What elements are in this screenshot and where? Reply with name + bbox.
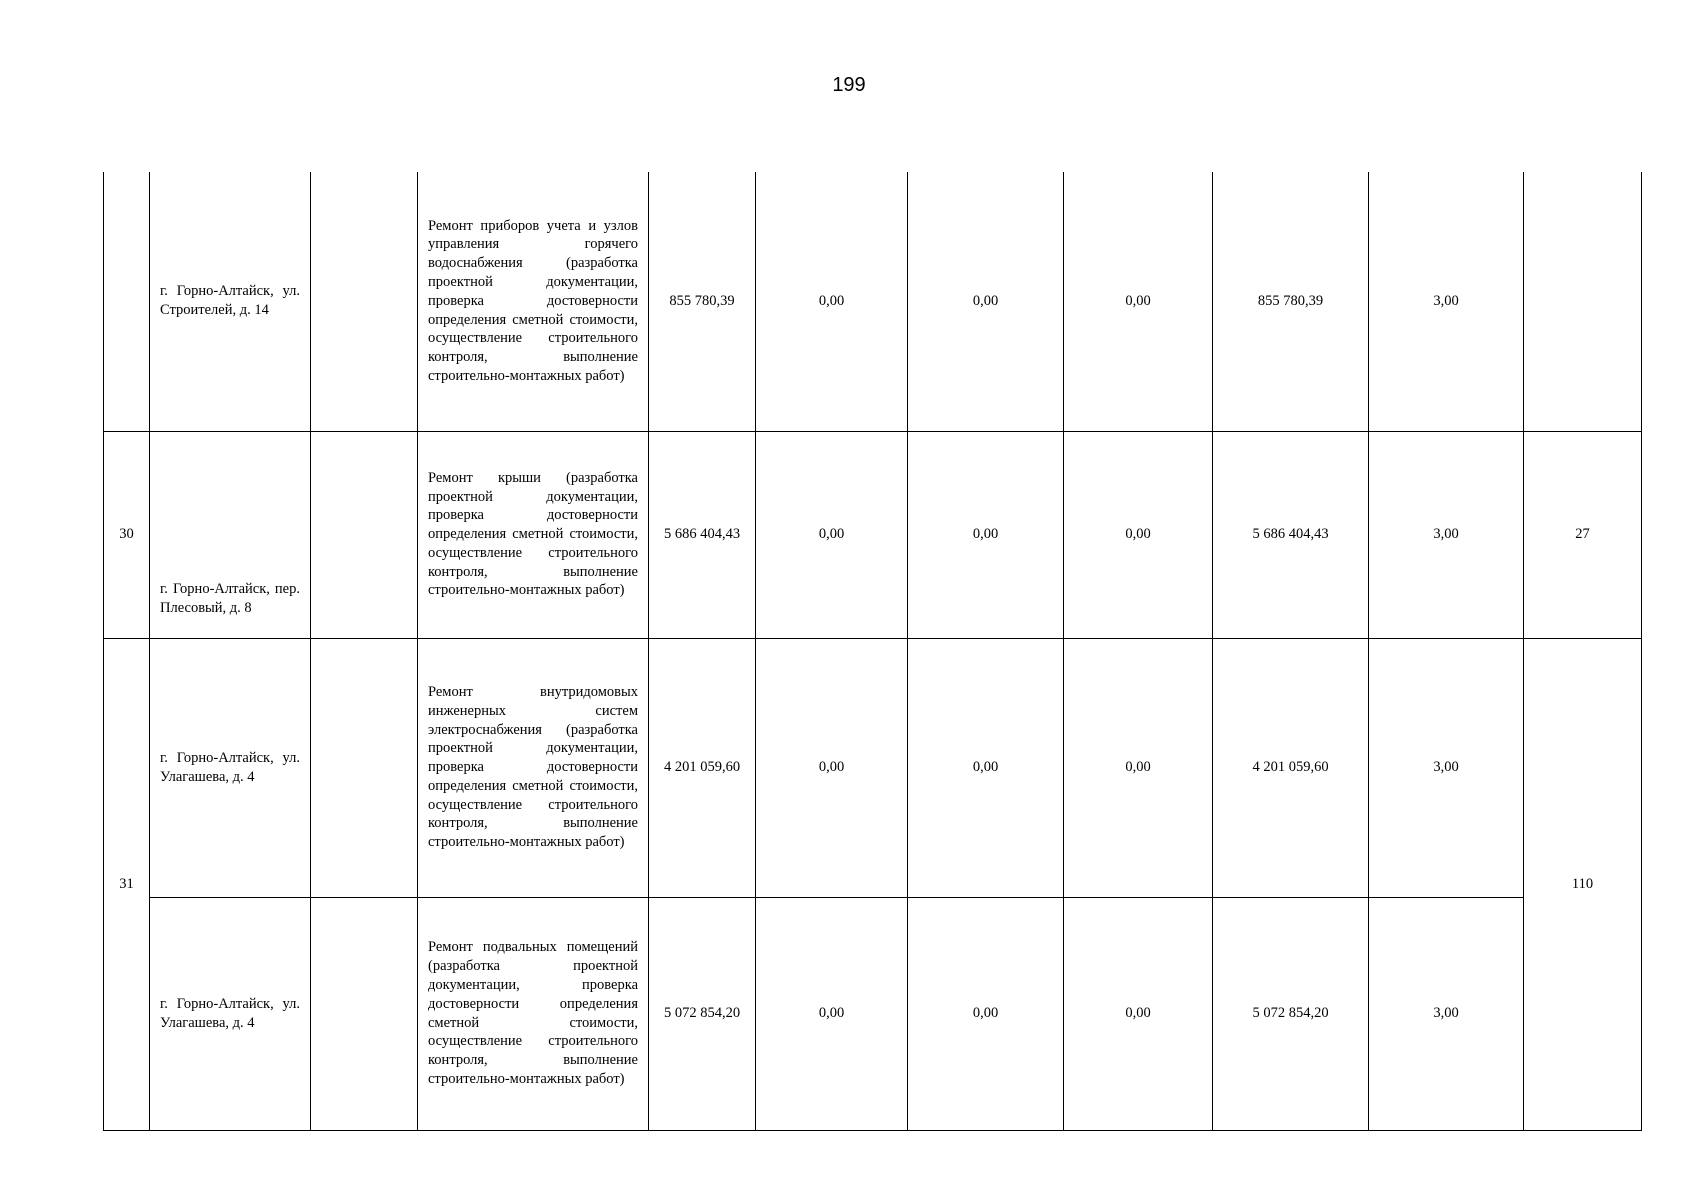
table-row: [104, 431, 1642, 638]
address-cell: г. Горно-Алтайск, пер. Плесовый, д. 8: [150, 431, 311, 638]
program-table: [103, 172, 1642, 1131]
value-cell-5: 3,00: [1369, 431, 1524, 638]
empty-cell: [311, 638, 418, 897]
page-number: 199: [832, 74, 866, 96]
work-description-cell: Ремонт приборов учета и узлов управления горячего водоснабжения (разработка проектной документации, проверка достоверности определения сметной стоимости, осуществление строительного контроля, выполнение строительно-монтажных работ): [418, 172, 649, 431]
row-number: [104, 172, 150, 431]
empty-cell: [311, 431, 418, 638]
value-cell-2: 0,00: [908, 638, 1064, 897]
address-cell: г. Горно-Алтайск, ул. Строителей, д. 14: [150, 172, 311, 431]
value-cell-3: 0,00: [1064, 638, 1213, 897]
value-cell-4: 855 780,39: [1213, 172, 1369, 431]
value-cell-1: 0,00: [756, 431, 908, 638]
total-cost-cell: 4 201 059,60: [649, 638, 756, 897]
table-row: [104, 172, 1642, 431]
empty-cell: [311, 897, 418, 1130]
value-cell-5: 3,00: [1369, 897, 1524, 1130]
last-cell: 110: [1524, 638, 1642, 1130]
value-cell-5: 3,00: [1369, 172, 1524, 431]
empty-cell: [311, 172, 418, 431]
row-number: 31: [104, 638, 150, 1130]
table-row: [104, 897, 1642, 1130]
value-cell-3: 0,00: [1064, 172, 1213, 431]
value-cell-4: 5 686 404,43: [1213, 431, 1369, 638]
total-cost-cell: 5 072 854,20: [649, 897, 756, 1130]
total-cost-cell: 5 686 404,43: [649, 431, 756, 638]
address-cell: г. Горно-Алтайск, ул. Улагашева, д. 4: [150, 897, 311, 1130]
value-cell-1: 0,00: [756, 172, 908, 431]
work-description-cell: Ремонт внутридомовых инженерных систем электроснабжения (разработка проектной документации, проверка достоверности определения сметной стоимости, осуществление строительного контроля, выполнение строительно-монтажных работ): [418, 638, 649, 897]
work-description-cell: Ремонт крыши (разработка проектной документации, проверка достоверности определения сметной стоимости, осуществление строительного контроля, выполнение строительно-монтажных работ): [418, 431, 649, 638]
table-row: [104, 638, 1642, 897]
value-cell-1: 0,00: [756, 897, 908, 1130]
value-cell-3: 0,00: [1064, 897, 1213, 1130]
work-description-cell: Ремонт подвальных помещений (разработка проектной документации, проверка достоверности определения сметной стоимости, осуществление строительного контроля, выполнение строительно-монтажных работ): [418, 897, 649, 1130]
row-number: 30: [104, 431, 150, 638]
value-cell-2: 0,00: [908, 897, 1064, 1130]
last-cell: [1524, 172, 1642, 431]
value-cell-2: 0,00: [908, 172, 1064, 431]
value-cell-4: 4 201 059,60: [1213, 638, 1369, 897]
total-cost-cell: 855 780,39: [649, 172, 756, 431]
value-cell-4: 5 072 854,20: [1213, 897, 1369, 1130]
value-cell-5: 3,00: [1369, 638, 1524, 897]
last-cell: 27: [1524, 431, 1642, 638]
value-cell-3: 0,00: [1064, 431, 1213, 638]
address-cell: г. Горно-Алтайск, ул. Улагашева, д. 4: [150, 638, 311, 897]
value-cell-1: 0,00: [756, 638, 908, 897]
value-cell-2: 0,00: [908, 431, 1064, 638]
